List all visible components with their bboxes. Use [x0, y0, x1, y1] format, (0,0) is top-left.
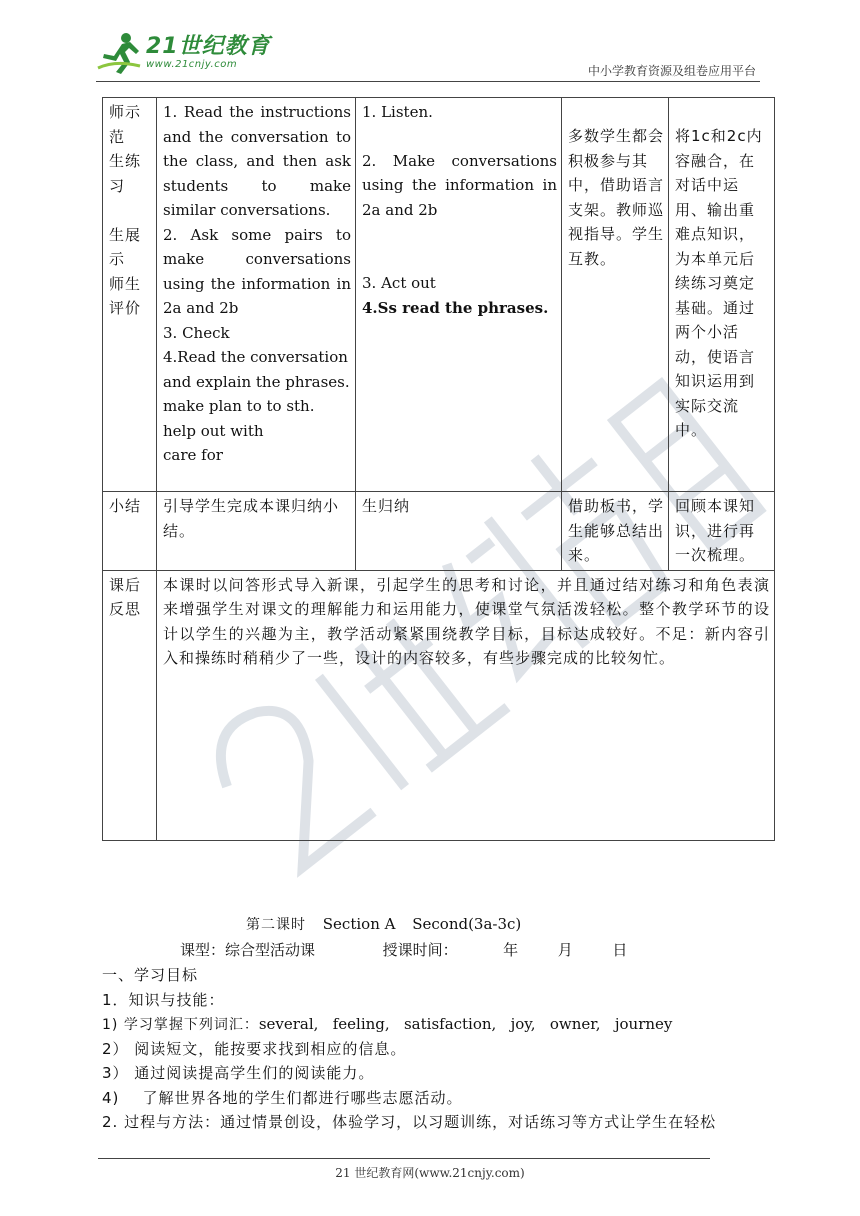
phrase-item: help out with — [163, 421, 264, 440]
page-header — [96, 28, 760, 80]
student-activity-cell — [356, 492, 562, 571]
reflection-text: 本课时以问答形式导入新课，引起学生的思考和讨论，并且通过结对练习和角色表演来增强学生对课文的理解能力和运用能力，使课堂气氛活泼轻松。整个教学环节的设计以学生的兴趣为主，教学活动紧紧围绕教学目标，目标达成较好。不足：新内容引入和操练时稍稍少了一些，设计的内容较多，有些步骤完成的比较匆忙。 — [163, 575, 770, 667]
lesson-time-label: 授课时间： — [382, 941, 458, 959]
objective-item-3: 3） 通过阅读提高学生们的阅读能力。 — [102, 1064, 375, 1082]
platform-name: 中小学教育资源及组卷应用平台 — [587, 64, 756, 78]
table-row — [103, 570, 775, 840]
table-row — [103, 98, 775, 492]
objectives-heading: 一、学习目标 — [102, 966, 199, 984]
student-summary: 生归纳 — [362, 497, 411, 515]
purpose-text: 将1c和2c内容融合，在对话中运用、输出重难点知识，为本单元后续练习奠定基础。通过两个小活动，使语言知识运用到实际交流中。 — [675, 127, 763, 439]
objective-item-2: 2） 阅读短文，能按要求找到相应的信息。 — [102, 1040, 407, 1058]
teacher-step-2: 2. Ask some pairs to make conversations using the information in 2a and 2b — [163, 225, 351, 317]
lesson-part: Second(3a-3c) — [412, 915, 522, 933]
runner-icon — [96, 30, 142, 76]
header-divider — [96, 81, 760, 82]
teacher-summary: 引导学生完成本课归纳小结。 — [163, 497, 340, 540]
vocabulary-list: several, feeling, satisfaction, joy, owner, journey — [258, 1015, 673, 1033]
site-logo — [96, 28, 271, 78]
logo-url-text: www.21cnjy.com — [146, 59, 238, 70]
knowledge-heading: 1．知识与技能： — [102, 991, 225, 1009]
stage-text: 课后反思 — [109, 575, 142, 618]
process-method: 2. 过程与方法：通过情景创设，体验学习，以习题训练，对话练习等方式让学生在轻松 — [102, 1113, 717, 1131]
student-step-4: 4.Ss read the phrases. — [362, 298, 549, 317]
assessment-summary: 借助板书，学生能够总结出来。 — [568, 497, 665, 564]
student-step-2: 2. Make conversations using the information in 2a and 2b — [362, 151, 557, 219]
lesson-meta — [180, 939, 627, 960]
lesson-title — [246, 914, 533, 934]
stage-text: 师示范 生练习 生展示 师生评价 — [109, 103, 142, 317]
objective-item-1-prefix: 1) 学习掌握下列词汇： — [102, 1017, 259, 1033]
objective-item-1 — [102, 1012, 766, 1038]
table-row — [103, 492, 775, 571]
phrase-item: care for — [163, 446, 223, 464]
teacher-activity-cell — [157, 98, 356, 492]
lesson-table — [102, 97, 775, 841]
year-label: 年 — [503, 941, 519, 959]
teacher-activity-cell — [157, 492, 356, 571]
stage-cell — [103, 570, 157, 840]
purpose-cell — [669, 492, 775, 571]
student-step-1: 1. Listen. — [362, 103, 433, 121]
logo-main-text: 21世纪教育 — [146, 34, 271, 59]
page-footer: 21 世纪教育网(www.21cnjy.com) — [335, 1166, 525, 1180]
student-step-3: 3. Act out — [362, 274, 436, 292]
lesson-type: 课型：综合型活动课 — [180, 941, 316, 959]
purpose-cell — [669, 98, 775, 492]
assessment-cell — [562, 492, 669, 571]
month-label: 月 — [557, 941, 573, 959]
purpose-summary: 回顾本课知识，进行再一次梳理。 — [675, 497, 756, 564]
teacher-step-3: 3. Check — [163, 323, 230, 342]
lesson-number: 第二课时 — [246, 917, 306, 933]
stage-text: 小结 — [109, 497, 142, 515]
stage-cell — [103, 492, 157, 571]
objective-item-4: 4) 了解世界各地的学生们都进行哪些志愿活动。 — [102, 1089, 463, 1107]
reflection-cell — [157, 570, 775, 840]
day-label: 日 — [612, 941, 628, 959]
student-activity-cell — [356, 98, 562, 492]
footer-divider — [98, 1158, 710, 1159]
assessment-cell — [562, 98, 669, 492]
phrase-item: make plan to to sth. — [163, 397, 315, 415]
teacher-step-4: 4.Read the conversation and explain the phrases. — [163, 348, 350, 391]
assessment-text: 多数学生都会积极参与其中，借助语言支架。教师巡视指导。学生互教。 — [568, 127, 665, 268]
stage-cell — [103, 98, 157, 492]
lesson-section: Section A — [322, 915, 396, 933]
teacher-step-1: 1. Read the instructions and the conversation to the class, and then ask students to make similar conversations. — [163, 103, 351, 219]
